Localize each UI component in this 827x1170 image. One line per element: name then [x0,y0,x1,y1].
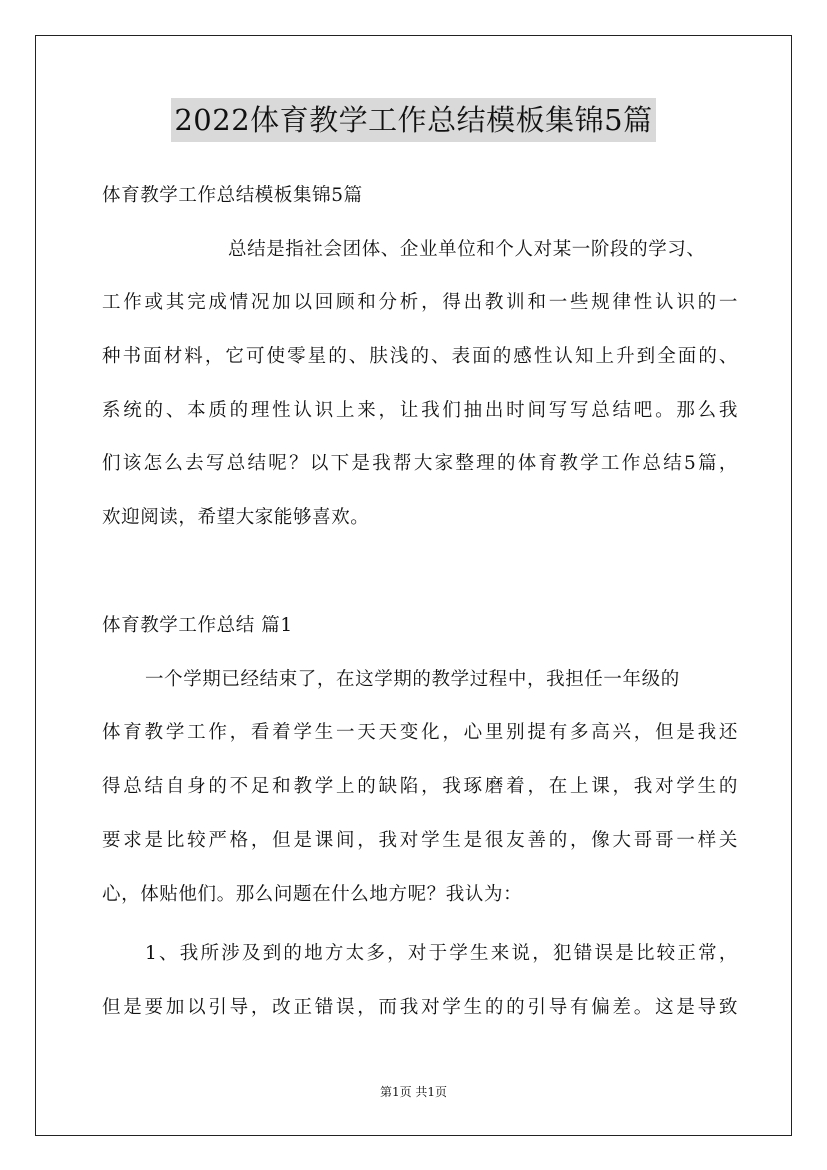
section-line-6: 1、我所涉及到的地方太多，对于学生来说，犯错误是比较正常， [145,943,738,964]
section-line-2: 体育教学工作，看着学生一天天变化，心里别提有多高兴，但是我还 [102,722,738,743]
section-line-1: 一个学期已经结束了，在这学期的教学过程中，我担任一年级的 [145,669,680,690]
page-footer: 第1页 共1页 [379,1085,448,1099]
document-title: 2022体育教学工作总结模板集锦5篇 [171,98,655,142]
intro-line-2: 工作或其完成情况加以回顾和分析，得出教训和一些规律性认识的一 [102,292,738,313]
section-line-4: 要求是比较严格，但是课间，我对学生是很友善的，像大哥哥一样关 [102,830,738,851]
section-heading: 体育教学工作总结 篇1 [102,615,293,636]
intro-line-5: 们该怎么去写总结呢？以下是我帮大家整理的体育教学工作总结5篇， [102,453,738,474]
intro-line-3: 种书面材料，它可使零星的、肤浅的、表面的感性认知上升到全面的、 [102,346,738,367]
section-line-3: 得总结自身的不足和教学上的缺陷，我琢磨着，在上课，我对学生的 [102,776,738,797]
document-subtitle: 体育教学工作总结模板集锦5篇 [102,185,363,206]
title-container [0,98,827,142]
section-line-7: 但是要加以引导，改正错误，而我对学生的的引导有偏差。这是导致 [102,997,738,1018]
intro-line-1: 总结是指社会团体、企业单位和个人对某一阶段的学习、 [228,239,706,260]
intro-line-4: 系统的、本质的理性认识上来，让我们抽出时间写写总结吧。那么我 [102,400,738,421]
section-line-5: 心，体贴他们。那么问题在什么地方呢？我认为： [102,884,523,905]
intro-line-6: 欢迎阅读，希望大家能够喜欢。 [102,507,370,528]
